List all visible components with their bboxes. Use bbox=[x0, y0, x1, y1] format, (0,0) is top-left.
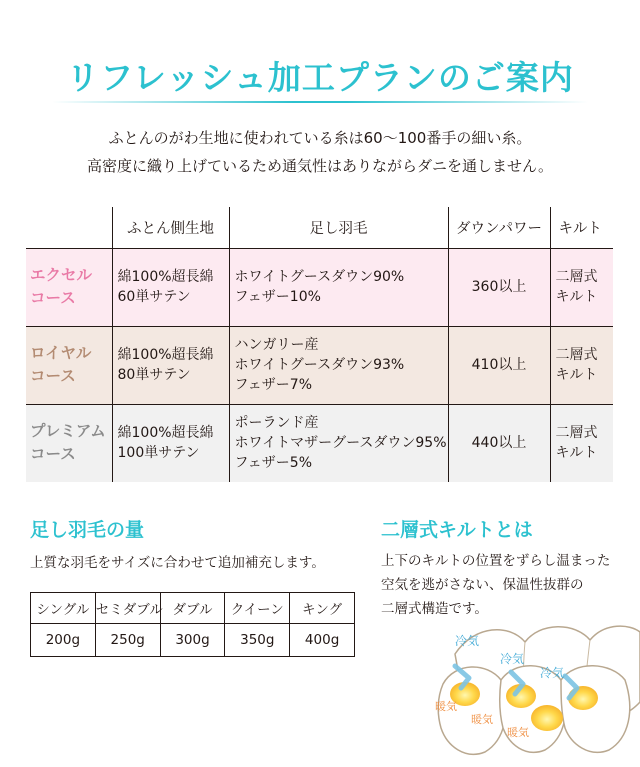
amount-value-row bbox=[31, 624, 355, 657]
quilt-diagram bbox=[415, 614, 640, 764]
course-name-royal: ロイヤル コース bbox=[30, 344, 92, 385]
table-row-royal bbox=[26, 326, 613, 404]
size-double: ダブル bbox=[160, 593, 225, 624]
intro-line: ふとんのがわ生地に使われている糸は60〜100番手の細い糸。 bbox=[108, 129, 532, 147]
down-cell: ポーランド産 ホワイトマザーグースダウン95% フェザー5% bbox=[229, 404, 448, 482]
warm-air-label: 暖気 bbox=[507, 726, 529, 739]
down-power-cell: 440以上 bbox=[448, 404, 550, 482]
quilt-description bbox=[381, 549, 610, 621]
title-underline bbox=[52, 101, 588, 103]
header-down-power: ダウンパワー bbox=[448, 207, 550, 248]
size-queen: クイーン bbox=[225, 593, 290, 624]
size-semi-double: セミダブル bbox=[95, 593, 160, 624]
warm-air-label: 暖気 bbox=[435, 700, 457, 713]
amount-heading: 足し羽毛の量 bbox=[30, 519, 145, 541]
fabric-cell: 綿100%超長綿 60単サテン bbox=[112, 248, 229, 326]
header-down: 足し羽毛 bbox=[229, 207, 448, 248]
fabric-cell: 綿100%超長綿 80単サテン bbox=[112, 326, 229, 404]
header-fabric: ふとん側生地 bbox=[112, 207, 229, 248]
amount-queen: 350g bbox=[225, 624, 290, 657]
header-quilt: キルト bbox=[550, 207, 613, 248]
warm-air-label: 暖気 bbox=[471, 713, 493, 726]
cold-air-label: 冷気 bbox=[500, 652, 525, 666]
amount-single: 200g bbox=[31, 624, 96, 657]
intro-text bbox=[0, 124, 640, 180]
course-table bbox=[26, 207, 613, 482]
header-blank bbox=[26, 207, 112, 248]
down-power-cell: 360以上 bbox=[448, 248, 550, 326]
quilt-cell: 二層式 キルト bbox=[550, 404, 613, 482]
amount-table bbox=[30, 592, 355, 657]
page-title: リフレッシュ加工プランのご案内 bbox=[66, 58, 574, 97]
cold-air-label: 冷気 bbox=[540, 666, 565, 680]
quilt-description-line: 空気を逃がさない、保温性抜群の bbox=[381, 577, 584, 593]
quilt-cell: 二層式 キルト bbox=[550, 248, 613, 326]
course-name-premium: プレミアム コース bbox=[30, 422, 106, 464]
course-table-header bbox=[26, 207, 613, 248]
down-power-cell: 410以上 bbox=[448, 326, 550, 404]
size-single: シングル bbox=[31, 593, 96, 624]
amount-king: 400g bbox=[290, 624, 355, 657]
intro-line: 高密度に織り上げているため通気性はありながらダニを通しません。 bbox=[87, 157, 553, 175]
table-row-premium bbox=[26, 404, 613, 482]
amount-description: 上質な羽毛をサイズに合わせて追加補充します。 bbox=[30, 555, 325, 571]
quilt-description-line: 二層式構造です。 bbox=[381, 601, 488, 617]
quilt-heading: 二層式キルトとは bbox=[381, 519, 533, 541]
down-cell: ハンガリー産 ホワイトグースダウン93% フェザー7% bbox=[229, 326, 448, 404]
down-cell: ホワイトグースダウン90% フェザー10% bbox=[229, 248, 448, 326]
amount-size-row bbox=[31, 593, 355, 624]
quilt-illustration bbox=[415, 614, 640, 764]
table-row-excel bbox=[26, 248, 613, 326]
amount-double: 300g bbox=[160, 624, 225, 657]
quilt-cell: 二層式 キルト bbox=[550, 326, 613, 404]
cold-air-label: 冷気 bbox=[455, 634, 480, 648]
quilt-description-line: 上下のキルトの位置をずらし温まった bbox=[381, 553, 611, 569]
course-name-excel: エクセル コース bbox=[30, 266, 93, 307]
amount-semi-double: 250g bbox=[95, 624, 160, 657]
size-king: キング bbox=[290, 593, 355, 624]
fabric-cell: 綿100%超長綿 100単サテン bbox=[112, 404, 229, 482]
